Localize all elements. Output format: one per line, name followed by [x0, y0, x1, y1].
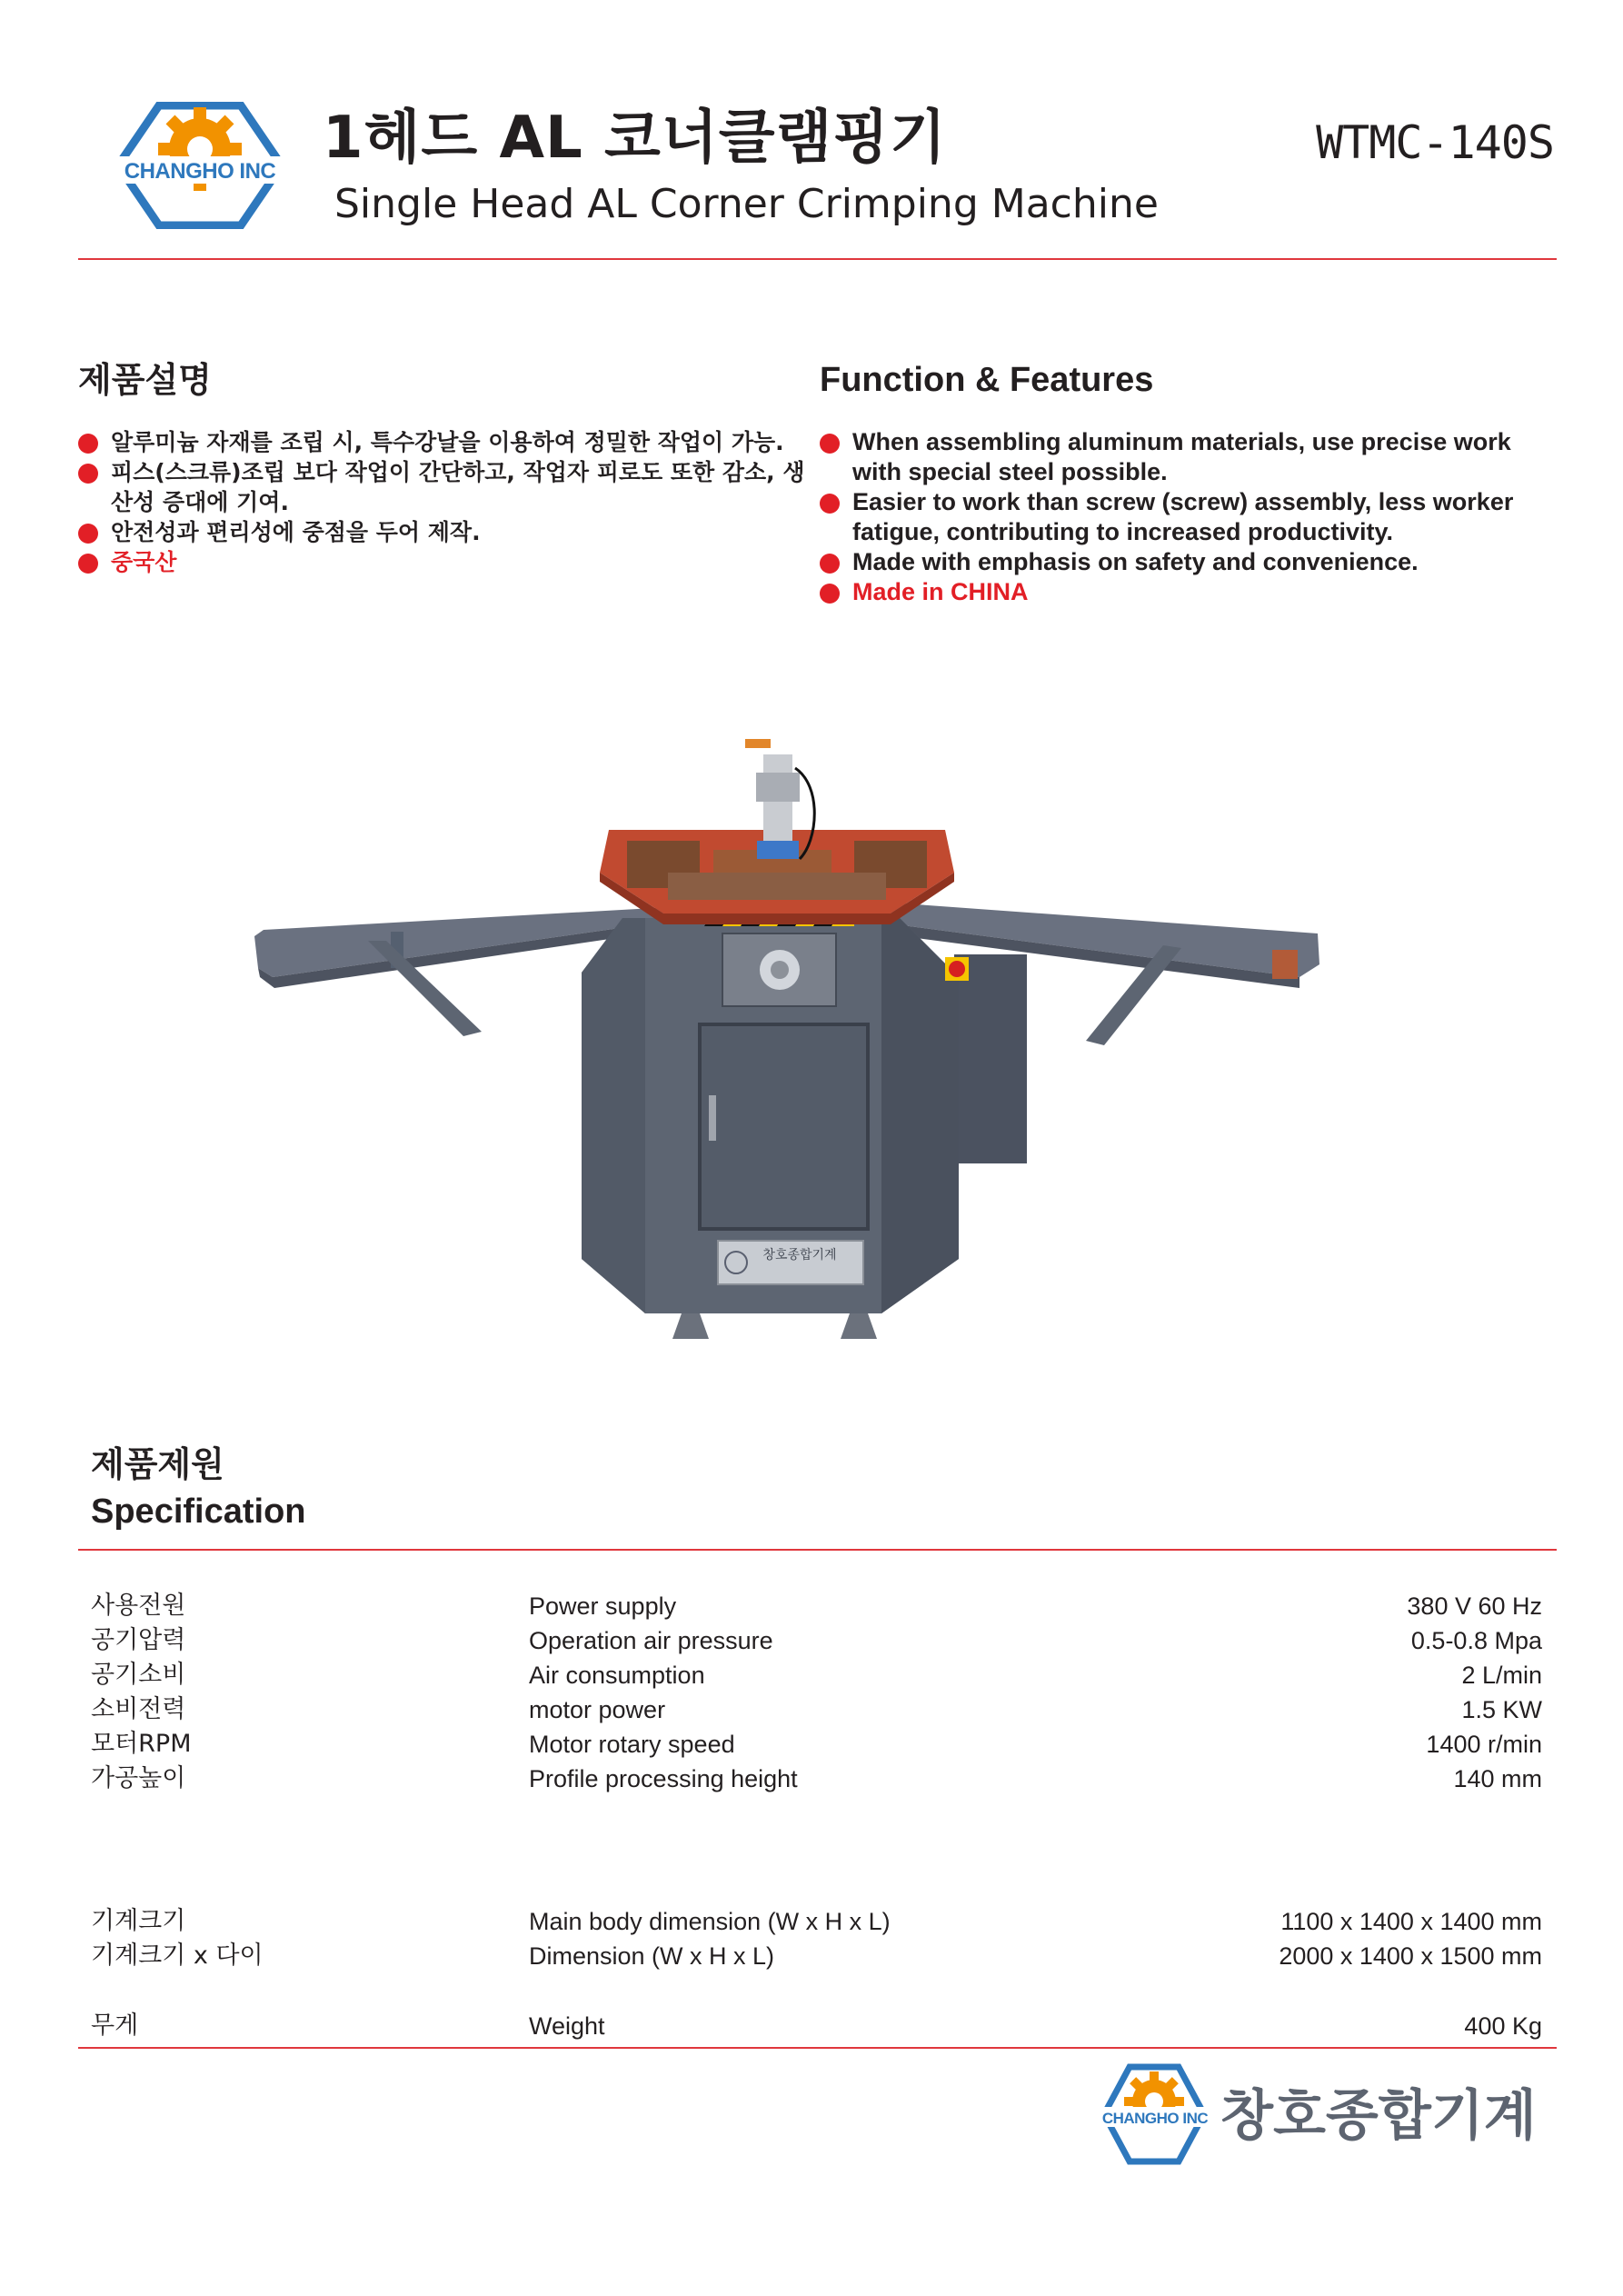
- feature-item: Easier to work than screw (screw) assembly, less worker fatigue, contributing to increased productivity.: [820, 487, 1560, 547]
- spec-label-korean: 가공높이: [91, 1764, 186, 1792]
- spec-row: [91, 1904, 1542, 1939]
- spec-title-korean: 제품제원: [91, 1444, 224, 1484]
- spec-label-korean: 공기소비: [91, 1661, 186, 1689]
- spec-label-english: motor power: [529, 1696, 666, 1723]
- spec-value: 380 V 60 Hz: [1407, 1592, 1542, 1620]
- spec-value: 0.5-0.8 Mpa: [1410, 1627, 1542, 1654]
- bullet-icon: [820, 494, 840, 514]
- spec-label-english: Power supply: [529, 1592, 677, 1620]
- bullet-icon: [78, 554, 98, 574]
- nameplate-text: 창호종합기계: [762, 1248, 837, 1263]
- spec-label-korean: 공기압력: [91, 1626, 186, 1654]
- spec-row: [91, 1692, 1542, 1727]
- spec-row: [91, 1939, 1542, 1973]
- spec-title-english: Specification: [91, 1492, 306, 1531]
- spec-label-english: Motor rotary speed: [529, 1731, 735, 1758]
- spec-value: 2 L/min: [1461, 1662, 1542, 1689]
- feature-item: 안전성과 편리성에 중점을 두어 제작.: [78, 517, 805, 547]
- spec-label-english: Main body dimension (W x H x L): [529, 1908, 891, 1935]
- spec-value: 2000 x 1400 x 1500 mm: [1279, 1942, 1542, 1970]
- bullet-icon: [820, 554, 840, 574]
- spec-value: 140 mm: [1453, 1765, 1542, 1792]
- header-divider: [78, 258, 1557, 260]
- bullet-icon: [78, 434, 98, 454]
- footer-company-name: 창호종합기계: [1220, 2084, 1537, 2148]
- footer-logo: [1095, 2061, 1549, 2171]
- feature-item: 알루미늄 자재를 조립 시, 특수강날을 이용하여 정밀한 작업이 가능.: [78, 427, 805, 457]
- features-list-korean: [78, 427, 805, 577]
- bullet-icon: [78, 524, 98, 544]
- features-list-english: [820, 427, 1560, 607]
- feature-item-origin: Made in CHINA: [820, 577, 1560, 607]
- features-heading-english: Function & Features: [820, 361, 1154, 399]
- spec-label-english: Dimension (W x H x L): [529, 1942, 775, 1970]
- model-number: WTMC-140S: [1316, 116, 1554, 169]
- spec-row: [91, 1589, 1542, 1623]
- features-heading-korean: 제품설명: [78, 360, 212, 400]
- feature-item: When assembling aluminum materials, use precise work with special steel possible.: [820, 427, 1560, 487]
- feature-item: 피스(스크류)조립 보다 작업이 간단하고, 작업자 피로도 또한 감소, 생산성 증대에 기여.: [78, 457, 805, 517]
- changho-logo: [109, 102, 291, 229]
- machine-photo: [254, 732, 1336, 1341]
- spec-label-korean: 기계크기 x 다이: [91, 1942, 264, 1970]
- spec-value: 1.5 KW: [1461, 1696, 1542, 1723]
- spec-label-korean: 소비전력: [91, 1695, 186, 1723]
- title-korean: 1헤드 AL 코너클램핑기: [323, 105, 947, 172]
- spec-label-english: Operation air pressure: [529, 1627, 773, 1654]
- spec-value: 400 Kg: [1464, 2012, 1542, 2040]
- spec-top-divider: [78, 1549, 1557, 1551]
- spec-row: [91, 1727, 1542, 1762]
- spec-bottom-divider: [78, 2047, 1557, 2049]
- spec-row: [91, 1623, 1542, 1658]
- title-english: Single Head AL Corner Crimping Machine: [334, 181, 1159, 227]
- spec-row: [91, 1762, 1542, 1796]
- feature-item: Made with emphasis on safety and convenience.: [820, 547, 1560, 577]
- logo-text: CHANGHO INC: [124, 159, 276, 184]
- spec-title: [91, 1441, 306, 1535]
- spec-label-english: Profile processing height: [529, 1765, 798, 1792]
- spec-label-english: Air consumption: [529, 1662, 705, 1689]
- footer-logo-text: CHANGHO INC: [1101, 2110, 1209, 2127]
- bullet-icon: [78, 464, 98, 484]
- spec-label-korean: 무게: [91, 2011, 139, 2040]
- spec-row: [91, 2009, 1542, 2043]
- spec-label-korean: 기계크기: [91, 1907, 186, 1935]
- spec-label-korean: 사용전원: [91, 1592, 186, 1620]
- feature-item-origin: 중국산: [78, 547, 805, 577]
- spec-label-english: Weight: [529, 2012, 605, 2040]
- bullet-icon: [820, 584, 840, 604]
- spec-value: 1100 x 1400 x 1400 mm: [1280, 1908, 1542, 1935]
- bullet-icon: [820, 434, 840, 454]
- spec-label-korean: 모터RPM: [91, 1730, 192, 1758]
- spec-value: 1400 r/min: [1426, 1731, 1542, 1758]
- spec-row: [91, 1658, 1542, 1692]
